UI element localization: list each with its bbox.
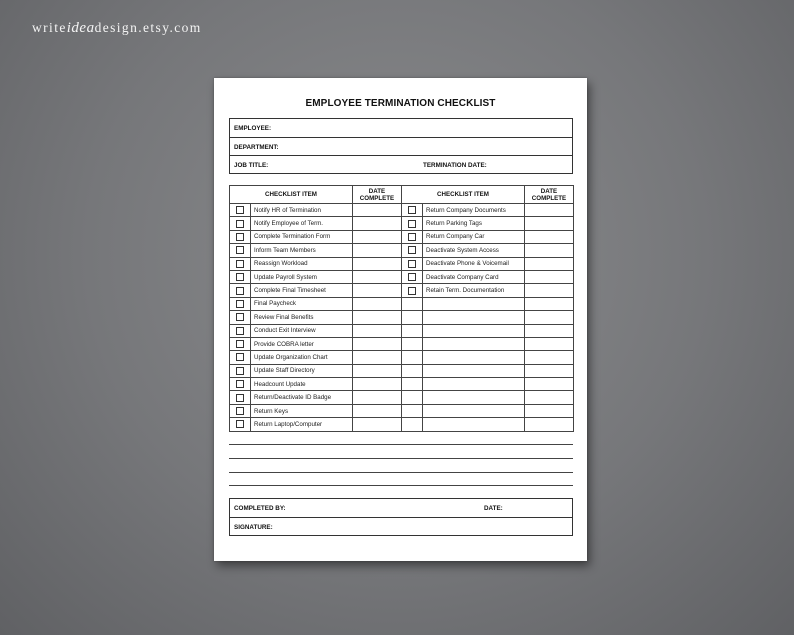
checkbox[interactable]: [236, 380, 244, 388]
checkbox[interactable]: [408, 287, 416, 295]
checklist-item: [423, 378, 525, 391]
checkbox-cell: [230, 404, 251, 417]
date-complete-cell: [525, 324, 574, 337]
checkbox[interactable]: [236, 300, 244, 308]
checklist-item: Review Final Benefits: [251, 311, 353, 324]
checkbox[interactable]: [236, 353, 244, 361]
date-complete-cell: [353, 404, 402, 417]
checkbox-cell: [402, 378, 423, 391]
date-complete-cell: [525, 284, 574, 297]
checkbox-cell: [230, 364, 251, 377]
date-complete-cell: [353, 230, 402, 243]
date-complete-cell: [353, 418, 402, 431]
checklist-item: Complete Final Timesheet: [251, 284, 353, 297]
checkbox[interactable]: [408, 220, 416, 228]
date-complete-cell: [525, 244, 574, 257]
checklist-table: [229, 185, 574, 432]
checkbox-cell: [402, 418, 423, 431]
checklist-row: [230, 230, 574, 243]
date-complete-cell: [353, 364, 402, 377]
checklist-item: Deactivate System Access: [423, 244, 525, 257]
checklist-row: [230, 391, 574, 404]
column-header-date-right: DATE COMPLETE: [525, 186, 574, 204]
department-row: [230, 137, 572, 155]
checkbox-cell: [402, 230, 423, 243]
checkbox[interactable]: [236, 206, 244, 214]
checklist-row: [230, 337, 574, 350]
checkbox-cell: [402, 337, 423, 350]
checklist-paper: [214, 78, 587, 561]
signature-label: SIGNATURE:: [234, 524, 273, 531]
note-line: [229, 458, 573, 459]
note-line: [229, 472, 573, 473]
checkbox[interactable]: [408, 206, 416, 214]
employee-info-box: [229, 118, 573, 174]
checklist-header-row: [230, 186, 574, 204]
date-complete-cell: [525, 230, 574, 243]
checklist-item: [423, 337, 525, 350]
checklist-item: [423, 351, 525, 364]
checkbox-cell: [230, 204, 251, 217]
brand-mid: idea: [66, 20, 95, 36]
checklist-item: [423, 418, 525, 431]
checklist-item: Final Paycheck: [251, 297, 353, 310]
checkbox-cell: [230, 230, 251, 243]
checklist-row: [230, 204, 574, 217]
checkbox-cell: [402, 284, 423, 297]
checklist-row: [230, 297, 574, 310]
checklist-item: Return Company Car: [423, 230, 525, 243]
checkbox[interactable]: [236, 313, 244, 321]
checkbox[interactable]: [408, 233, 416, 241]
checklist-row: [230, 364, 574, 377]
date-complete-cell: [525, 204, 574, 217]
date-complete-cell: [353, 270, 402, 283]
checklist-item: Return Keys: [251, 404, 353, 417]
checklist-item: [423, 364, 525, 377]
checkbox[interactable]: [236, 420, 244, 428]
checkbox[interactable]: [236, 233, 244, 241]
checkbox-cell: [402, 244, 423, 257]
checklist-row: [230, 404, 574, 417]
brand-left: write: [32, 20, 67, 35]
checkbox-cell: [402, 311, 423, 324]
checkbox-cell: [230, 418, 251, 431]
checkbox-cell: [230, 270, 251, 283]
checkbox-cell: [230, 391, 251, 404]
date-complete-cell: [525, 311, 574, 324]
date-complete-cell: [525, 351, 574, 364]
date-complete-cell: [525, 217, 574, 230]
checklist-item: [423, 324, 525, 337]
checkbox[interactable]: [236, 327, 244, 335]
date-complete-cell: [525, 378, 574, 391]
date-complete-cell: [353, 244, 402, 257]
checklist-row: [230, 418, 574, 431]
date-complete-cell: [353, 257, 402, 270]
checklist-item: Complete Termination Form: [251, 230, 353, 243]
checklist-item: Retain Term. Documentation: [423, 284, 525, 297]
checkbox-cell: [230, 337, 251, 350]
column-header-date-left: DATE COMPLETE: [353, 186, 402, 204]
signature-row: [230, 517, 572, 535]
checklist-item: Inform Team Members: [251, 244, 353, 257]
checkbox-cell: [230, 284, 251, 297]
checklist-row: [230, 257, 574, 270]
date-complete-cell: [353, 284, 402, 297]
brand-right: design.etsy.com: [94, 20, 202, 35]
checklist-item: Notify HR of Termination: [251, 204, 353, 217]
date-complete-cell: [525, 364, 574, 377]
checkbox-cell: [230, 311, 251, 324]
checklist-row: [230, 244, 574, 257]
checkbox-cell: [230, 378, 251, 391]
date-complete-cell: [525, 270, 574, 283]
checkbox-cell: [402, 404, 423, 417]
note-line: [229, 444, 573, 445]
signoff-box: [229, 498, 573, 536]
brand-watermark: [32, 20, 202, 37]
checklist-item: Return Company Documents: [423, 204, 525, 217]
date-complete-cell: [525, 418, 574, 431]
checklist-item: Provide COBRA letter: [251, 337, 353, 350]
checklist-row: [230, 217, 574, 230]
checklist-item: Return Laptop/Computer: [251, 418, 353, 431]
job-title-row: [230, 155, 572, 173]
date-complete-cell: [353, 391, 402, 404]
date-complete-cell: [525, 297, 574, 310]
termination-date-label: TERMINATION DATE:: [423, 162, 487, 169]
checkbox-cell: [230, 244, 251, 257]
document-title: EMPLOYEE TERMINATION CHECKLIST: [305, 98, 496, 109]
checklist-row: [230, 351, 574, 364]
checklist-item: Return/Deactivate ID Badge: [251, 391, 353, 404]
checkbox-cell: [402, 391, 423, 404]
checkbox-cell: [402, 270, 423, 283]
checklist-row: [230, 270, 574, 283]
checkbox[interactable]: [408, 273, 416, 281]
checklist-row: [230, 378, 574, 391]
checklist-item: Headcount Update: [251, 378, 353, 391]
checklist-item: Deactivate Phone & Voicemail: [423, 257, 525, 270]
completed-by-label: COMPLETED BY:: [234, 505, 286, 512]
checkbox[interactable]: [408, 246, 416, 254]
checkbox-cell: [230, 217, 251, 230]
note-line: [229, 485, 573, 486]
checklist-row: [230, 311, 574, 324]
date-complete-cell: [353, 217, 402, 230]
checkbox[interactable]: [236, 273, 244, 281]
checkbox-cell: [402, 257, 423, 270]
checkbox-cell: [402, 351, 423, 364]
checkbox[interactable]: [236, 367, 244, 375]
checkbox[interactable]: [236, 407, 244, 415]
checklist-item: [423, 404, 525, 417]
checklist-row: [230, 284, 574, 297]
checkbox[interactable]: [236, 246, 244, 254]
checkbox[interactable]: [408, 260, 416, 268]
checklist-item: [423, 311, 525, 324]
checklist-item: Update Payroll System: [251, 270, 353, 283]
employee-row: [230, 119, 572, 137]
date-complete-cell: [525, 404, 574, 417]
checkbox-cell: [230, 324, 251, 337]
checkbox-cell: [230, 351, 251, 364]
checkbox-cell: [402, 297, 423, 310]
checklist-item: Notify Employee of Term.: [251, 217, 353, 230]
checkbox[interactable]: [236, 260, 244, 268]
checkbox-cell: [402, 324, 423, 337]
checklist-item: Update Staff Directory: [251, 364, 353, 377]
checklist-item: Update Organization Chart: [251, 351, 353, 364]
checklist-item: Deactivate Company Card: [423, 270, 525, 283]
checklist-row: [230, 324, 574, 337]
checkbox[interactable]: [236, 394, 244, 402]
checklist-item: [423, 297, 525, 310]
checkbox-cell: [230, 257, 251, 270]
date-label: DATE:: [484, 505, 503, 512]
date-complete-cell: [525, 257, 574, 270]
date-complete-cell: [353, 351, 402, 364]
checkbox[interactable]: [236, 220, 244, 228]
checklist-item: [423, 391, 525, 404]
checklist-item: Reassign Workload: [251, 257, 353, 270]
checkbox-cell: [402, 364, 423, 377]
checkbox[interactable]: [236, 340, 244, 348]
checklist-item: Conduct Exit Interview: [251, 324, 353, 337]
date-complete-cell: [353, 297, 402, 310]
date-complete-cell: [525, 337, 574, 350]
date-complete-cell: [353, 337, 402, 350]
date-complete-cell: [353, 204, 402, 217]
checkbox-cell: [230, 297, 251, 310]
date-complete-cell: [353, 311, 402, 324]
checkbox-cell: [402, 204, 423, 217]
column-header-item-right: CHECKLIST ITEM: [402, 186, 525, 204]
department-label: DEPARTMENT:: [234, 144, 279, 151]
date-complete-cell: [525, 391, 574, 404]
date-complete-cell: [353, 324, 402, 337]
checkbox-cell: [402, 217, 423, 230]
column-header-item-left: CHECKLIST ITEM: [230, 186, 353, 204]
completed-by-row: [230, 499, 572, 517]
job-title-label: JOB TITLE:: [234, 162, 269, 169]
employee-label: EMPLOYEE:: [234, 125, 272, 132]
checklist-item: Return Parking Tags: [423, 217, 525, 230]
date-complete-cell: [353, 378, 402, 391]
checkbox[interactable]: [236, 287, 244, 295]
